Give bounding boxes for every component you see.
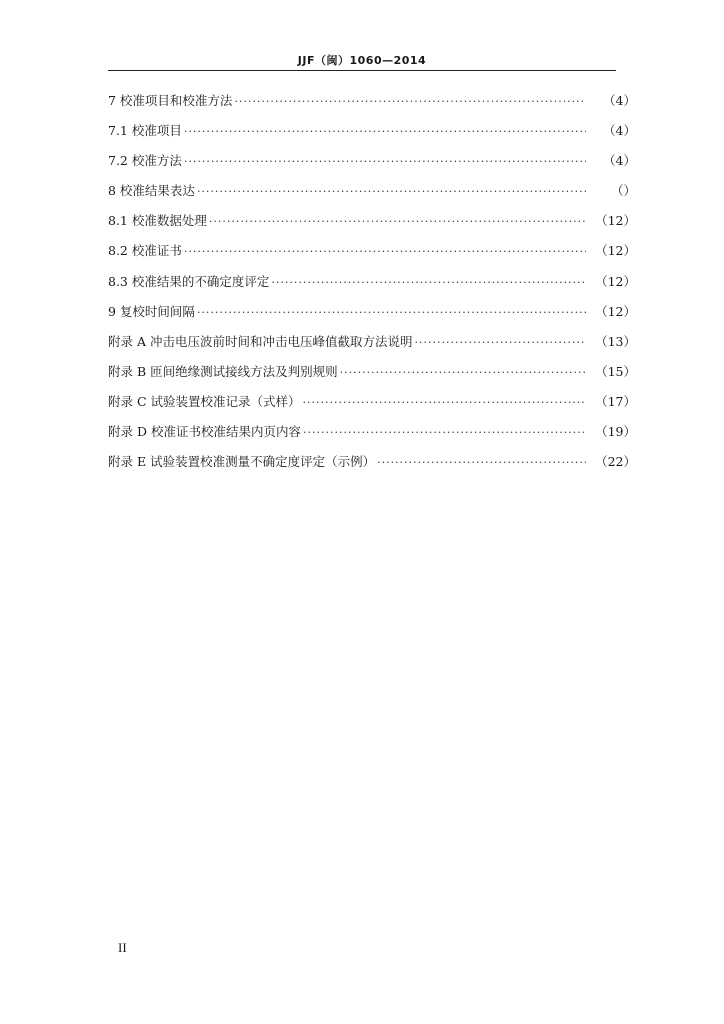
toc-entry-page: （19） — [595, 424, 636, 440]
toc-entry[interactable] — [108, 146, 636, 176]
toc-leader-dots — [234, 87, 586, 117]
header-rule — [108, 70, 616, 71]
toc-leader-dots — [303, 388, 586, 418]
toc-entry-title: 附录 E 试验装置校准测量不确定度评定（示例） — [108, 454, 376, 470]
toc-entry-title: 8.3 校准结果的不确定度评定 — [108, 273, 270, 289]
toc-leader-dots — [303, 418, 586, 448]
toc-entry-page: （4） — [603, 123, 636, 139]
toc-leader-dots — [197, 177, 586, 207]
toc-entry-page: （15） — [595, 363, 636, 379]
toc-entry-title: 7 校准项目和校准方法 — [108, 93, 233, 108]
toc-leader-dots — [414, 328, 586, 358]
toc-entry-title: 8.2 校准证书 — [108, 243, 182, 259]
toc-entry[interactable] — [108, 116, 636, 146]
toc-entry[interactable] — [108, 387, 636, 417]
toc-entry-title: 附录 C 试验装置校准记录（式样） — [108, 393, 301, 409]
table-of-contents — [108, 86, 636, 477]
toc-entry-page: （4） — [603, 93, 636, 108]
toc-entry-page: （4） — [603, 153, 636, 169]
toc-entry-page: （17） — [595, 393, 636, 409]
toc-entry[interactable] — [108, 447, 636, 477]
toc-entry[interactable] — [108, 297, 636, 327]
toc-leader-dots — [271, 268, 586, 298]
document-header: JJF（闽）1060—2014 — [297, 54, 427, 67]
toc-entry-page: （12） — [595, 303, 636, 319]
toc-entry-title: 9 复校时间间隔 — [108, 303, 195, 319]
toc-entry[interactable] — [108, 327, 636, 357]
toc-leader-dots — [209, 207, 586, 237]
toc-entry[interactable] — [108, 357, 636, 387]
toc-entry-page: （12） — [595, 243, 636, 259]
toc-entry-title: 附录 B 匝间绝缘测试接线方法及判别规则 — [108, 363, 338, 379]
toc-leader-dots — [197, 298, 586, 328]
toc-leader-dots — [184, 147, 586, 177]
toc-entry-page: （22） — [595, 454, 636, 470]
toc-entry[interactable] — [108, 206, 636, 236]
toc-entry-title: 7.1 校准项目 — [108, 123, 182, 139]
toc-entry-page: （12） — [595, 273, 636, 289]
toc-leader-dots — [340, 358, 586, 388]
toc-entry[interactable] — [108, 267, 636, 297]
toc-entry[interactable] — [108, 417, 636, 447]
page-number: II — [118, 940, 127, 955]
toc-leader-dots — [184, 237, 586, 267]
toc-entry[interactable] — [108, 236, 636, 266]
toc-entry-page: （13） — [595, 333, 636, 349]
toc-entry-page: （） — [610, 183, 636, 199]
toc-leader-dots — [377, 448, 586, 478]
toc-entry-title: 7.2 校准方法 — [108, 153, 182, 169]
toc-entry-title: 附录 D 校准证书校准结果内页内容 — [108, 424, 301, 440]
toc-entry-page: （12） — [595, 213, 636, 229]
toc-entry-title: 8 校准结果表达 — [108, 183, 195, 199]
toc-entry-title: 8.1 校准数据处理 — [108, 213, 207, 229]
toc-entry-title: 附录 A 冲击电压波前时间和冲击电压峰值截取方法说明 — [108, 333, 413, 349]
toc-entry[interactable] — [108, 86, 636, 116]
toc-leader-dots — [184, 117, 586, 147]
toc-entry[interactable] — [108, 176, 636, 206]
